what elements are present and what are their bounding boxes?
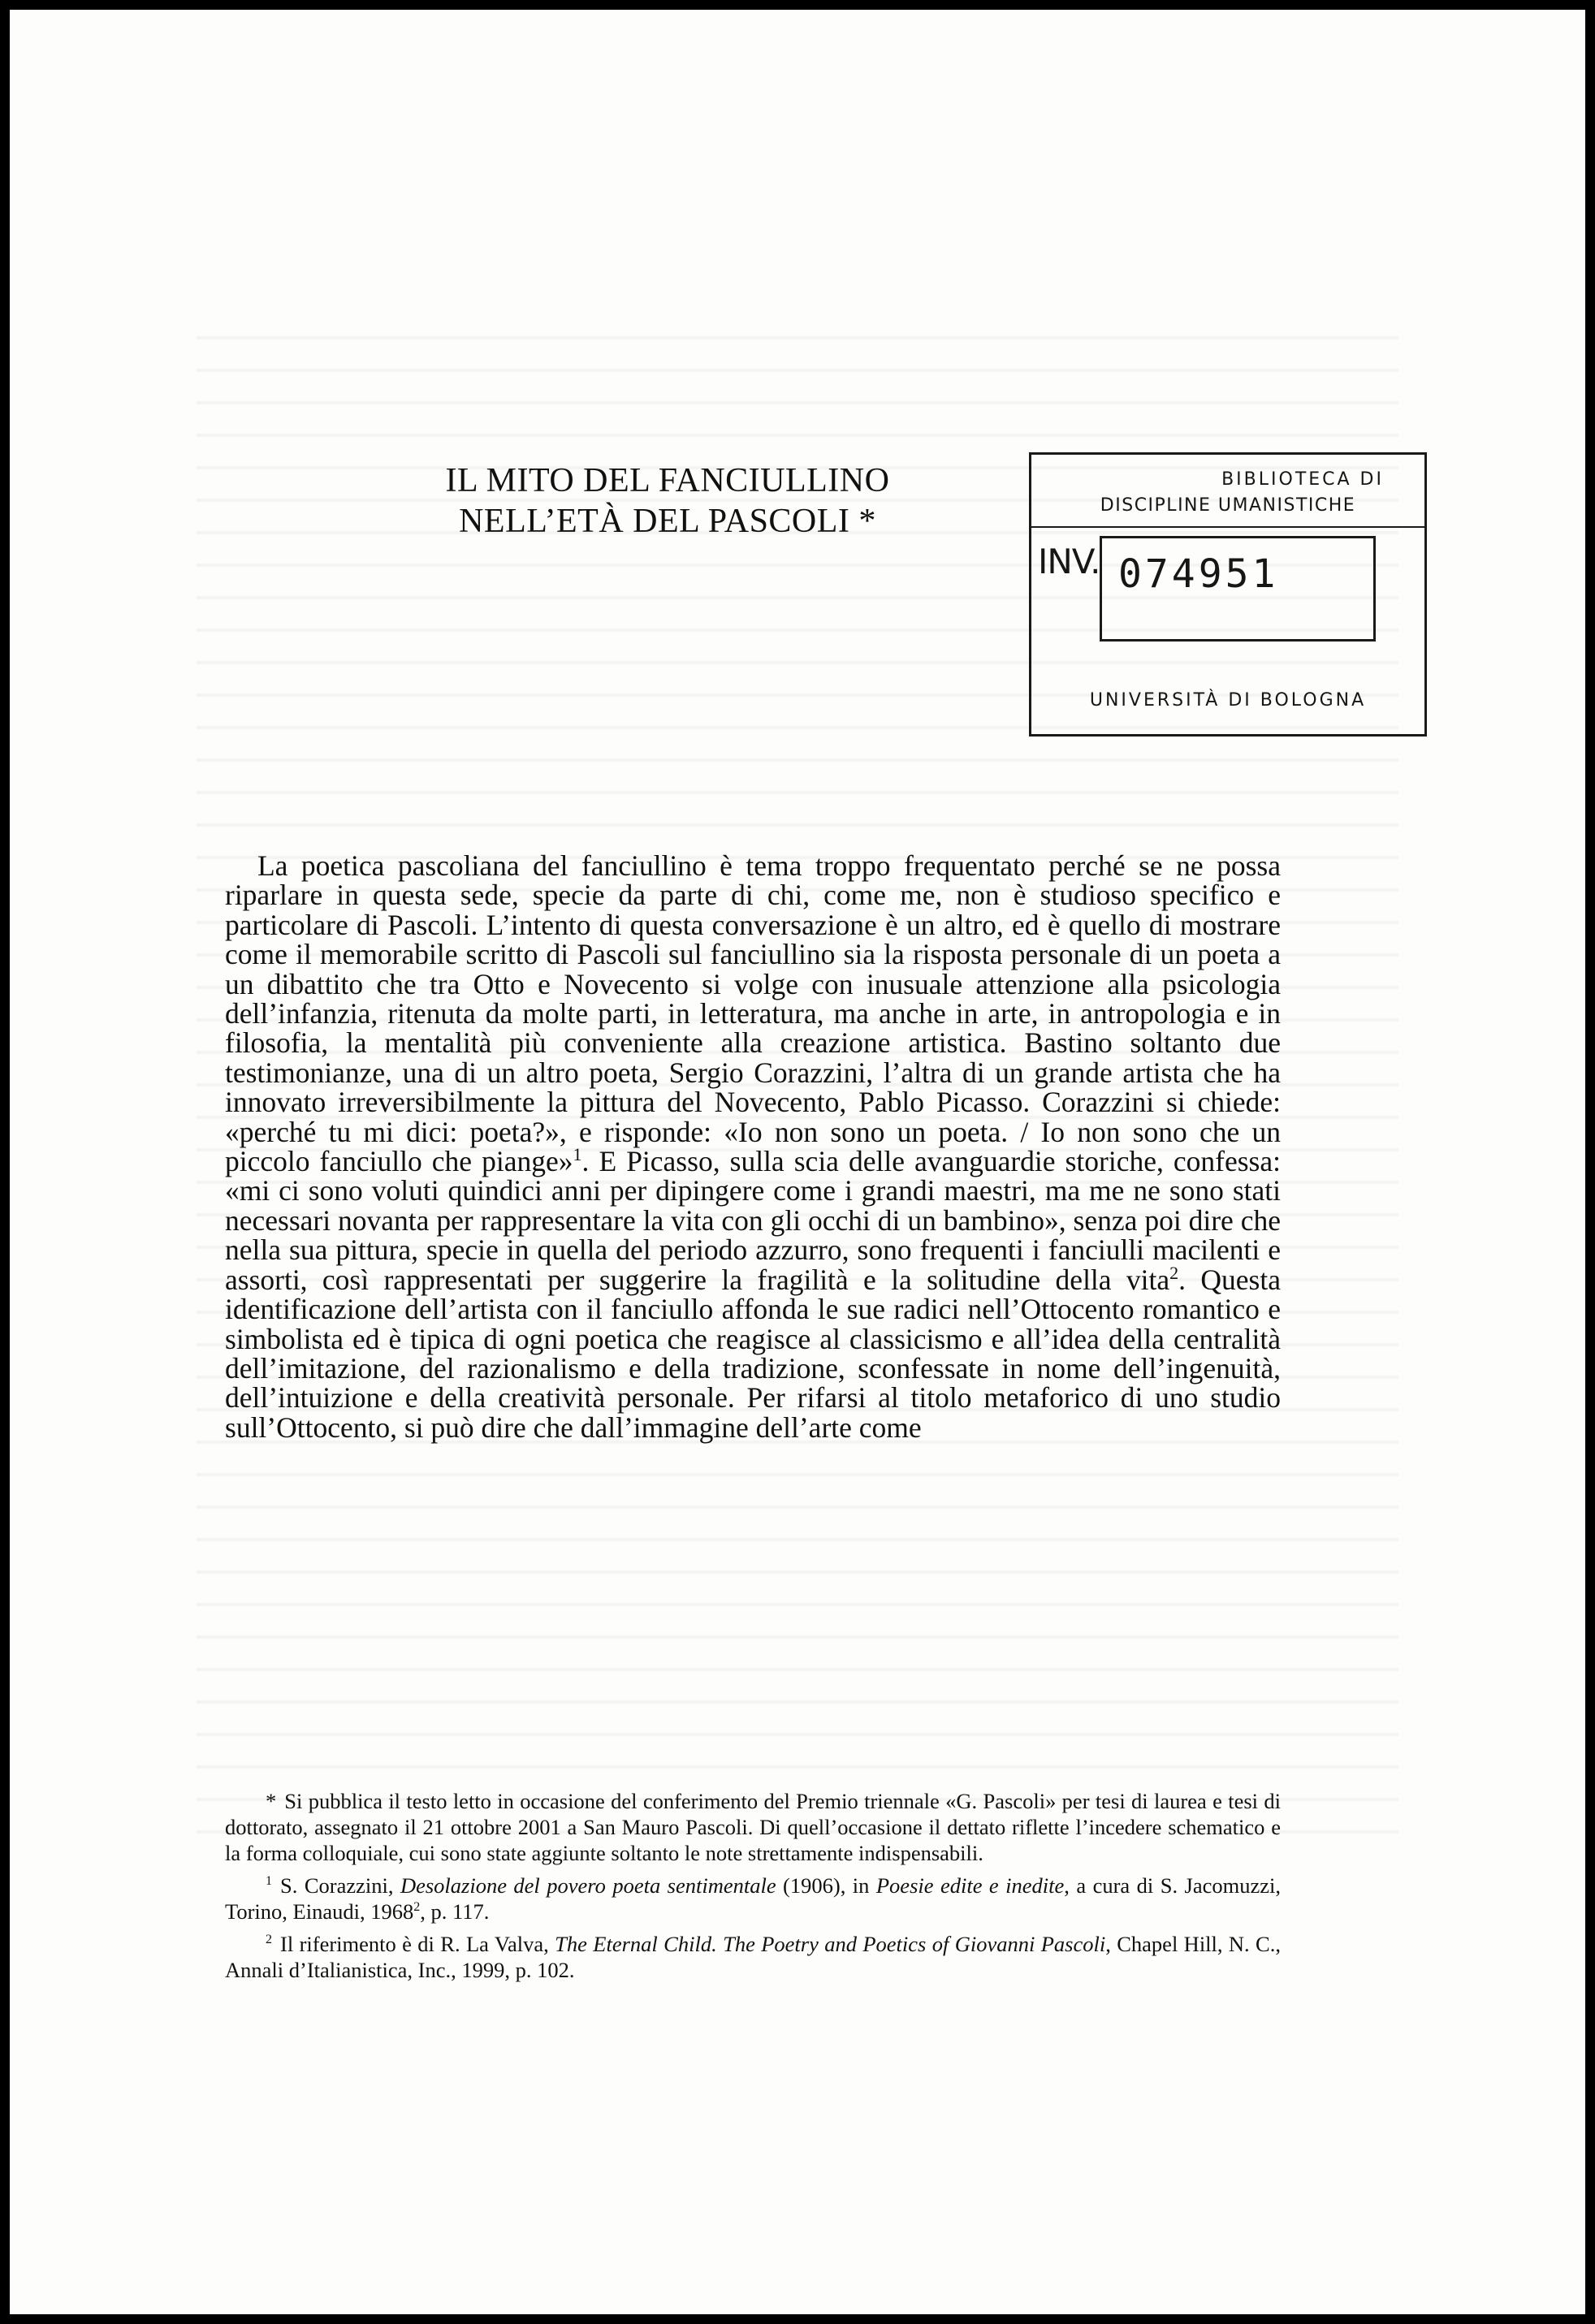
body-paragraph (225, 851, 1281, 1442)
stamp-divider (1031, 526, 1424, 528)
stamp-inventory-number: 074951 (1118, 551, 1279, 597)
footnote-2 (225, 1931, 1281, 1983)
footnote-1-mark: 1 (266, 1874, 272, 1889)
stamp-department: DISCIPLINE UMANISTICHE (1100, 495, 1356, 516)
body-text-part-1: La poetica pascoliana del fanciullino è tema troppo frequentato perché se ne possa riparlare in questa sede, specie da parte di chi, come me, non è studioso specifico e particolare di Pascoli. L’intento di questa conversazione è un altro, ed è quello di mostrare come il memorabile scritto di Pascoli sul fanciullino sia la risposta personale di un poeta a un dibattito che tra Otto e Novecento si volge con inusuale attenzione alla psicologia dell’infanzia, ritenuta da molte parti, in letteratura, ma anche in arte, in antropologia e in filosofia, la mentalità più conveniente alla creazione artistica. Bastino soltanto due testimonianze, una di un altro poeta, Sergio Corazzini, l’altra di un grande artista che ha innovato irreversibilmente la pittura del Novecento, Pablo Picasso. Corazzini si chiede: «perché tu mi dici: poeta?», e risponde: «Io non sono un poeta. / Io non sono che un piccolo fanciullo che piange» (225, 849, 1281, 1178)
library-stamp (1029, 452, 1427, 737)
footnote-1-text-d: , p. 117. (420, 1899, 490, 1924)
stamp-inventory-label: INV. (1038, 542, 1100, 581)
footnote-1-text-c: , a cura di S. Jacomuzzi, Torino, Einaudi, 1968 (225, 1873, 1282, 1924)
footnote-2-text-a: Il riferimento è di R. La Valva, (280, 1932, 555, 1956)
footnote-1-text-a: S. Corazzini, (280, 1873, 400, 1898)
title-line-1: IL MITO DEL FANCIULLINO (445, 462, 890, 499)
footnote-1-title-2: Poesie edite e inedite (875, 1873, 1065, 1898)
footnote-star (225, 1788, 1281, 1866)
stamp-inventory-box (1100, 536, 1376, 641)
footnote-1-title: Desolazione del povero poeta sentimentale (400, 1873, 776, 1898)
article-title (318, 460, 1017, 542)
footnote-1 (225, 1873, 1281, 1924)
footnote-star-text: Si pubblica il testo letto in occasione del conferimento del Premio triennale «G. Pascoli» per tesi di laurea e tesi di dottorato, assegnato il 21 ottobre 2001 a San Mauro Pascoli. Di quell’occasione il dettato riflette l’incedere schematico e la forma colloquiale, cui sono state aggiunte soltanto le note strettamente indispensabili. (225, 1789, 1281, 1865)
stamp-library-name: BIBLIOTECA DI (1221, 469, 1384, 490)
footnotes (225, 1788, 1281, 1989)
body-text-part-2: . E Picasso, sulla scia delle avanguardie storiche, confessa: «mi ci sono voluti quindici anni per dipingere come i grandi maestri, ma me ne sono stati necessari novanta per rappresentare la vita con gli occhi di un bambino», senza poi dire che nella sua pittura, specie in quella del periodo azzurro, sono frequenti i fanciulli macilenti e assorti, così rappresentati per suggerire la fragilità e la solitudine della vita (225, 1145, 1281, 1296)
title-line-2: NELL’ETÀ DEL PASCOLI * (459, 503, 876, 540)
page (10, 10, 1585, 2314)
footnote-ref-2: 2 (1169, 1262, 1179, 1283)
footnote-2-text-b: , Chapel Hill, N. C., Annali d’Italianistica, Inc., 1999, p. 102. (225, 1932, 1281, 1982)
footnote-ref-1: 1 (573, 1144, 582, 1165)
footnote-1-edition-sup: 2 (413, 1900, 421, 1915)
main-text (225, 851, 1281, 1442)
footnote-1-text-b: (1906), in (776, 1873, 876, 1898)
footnote-star-mark: * (266, 1789, 277, 1813)
stamp-university: UNIVERSITÀ DI BOLOGNA (1089, 690, 1367, 711)
body-text-part-3: . Questa identificazione dell’artista con il fanciullo affonda le sue radici nell’Ottocento romantico e simbolista ed è tipica di ogni poetica che reagisce al classicismo e all’idea della centralità dell’imitazione, del razionalismo e della tradizione, sconfessate in nome dell’ingenuità, dell’intuizione e della creatività personale. Per rifarsi al titolo metaforico di uno studio sull’Ottocento, si può dire che dall’immagine dell’arte come (225, 1263, 1281, 1444)
footnote-2-title: The Eternal Child. The Poetry and Poetics of Giovanni Pascoli (555, 1932, 1106, 1956)
footnote-2-mark: 2 (266, 1933, 272, 1947)
